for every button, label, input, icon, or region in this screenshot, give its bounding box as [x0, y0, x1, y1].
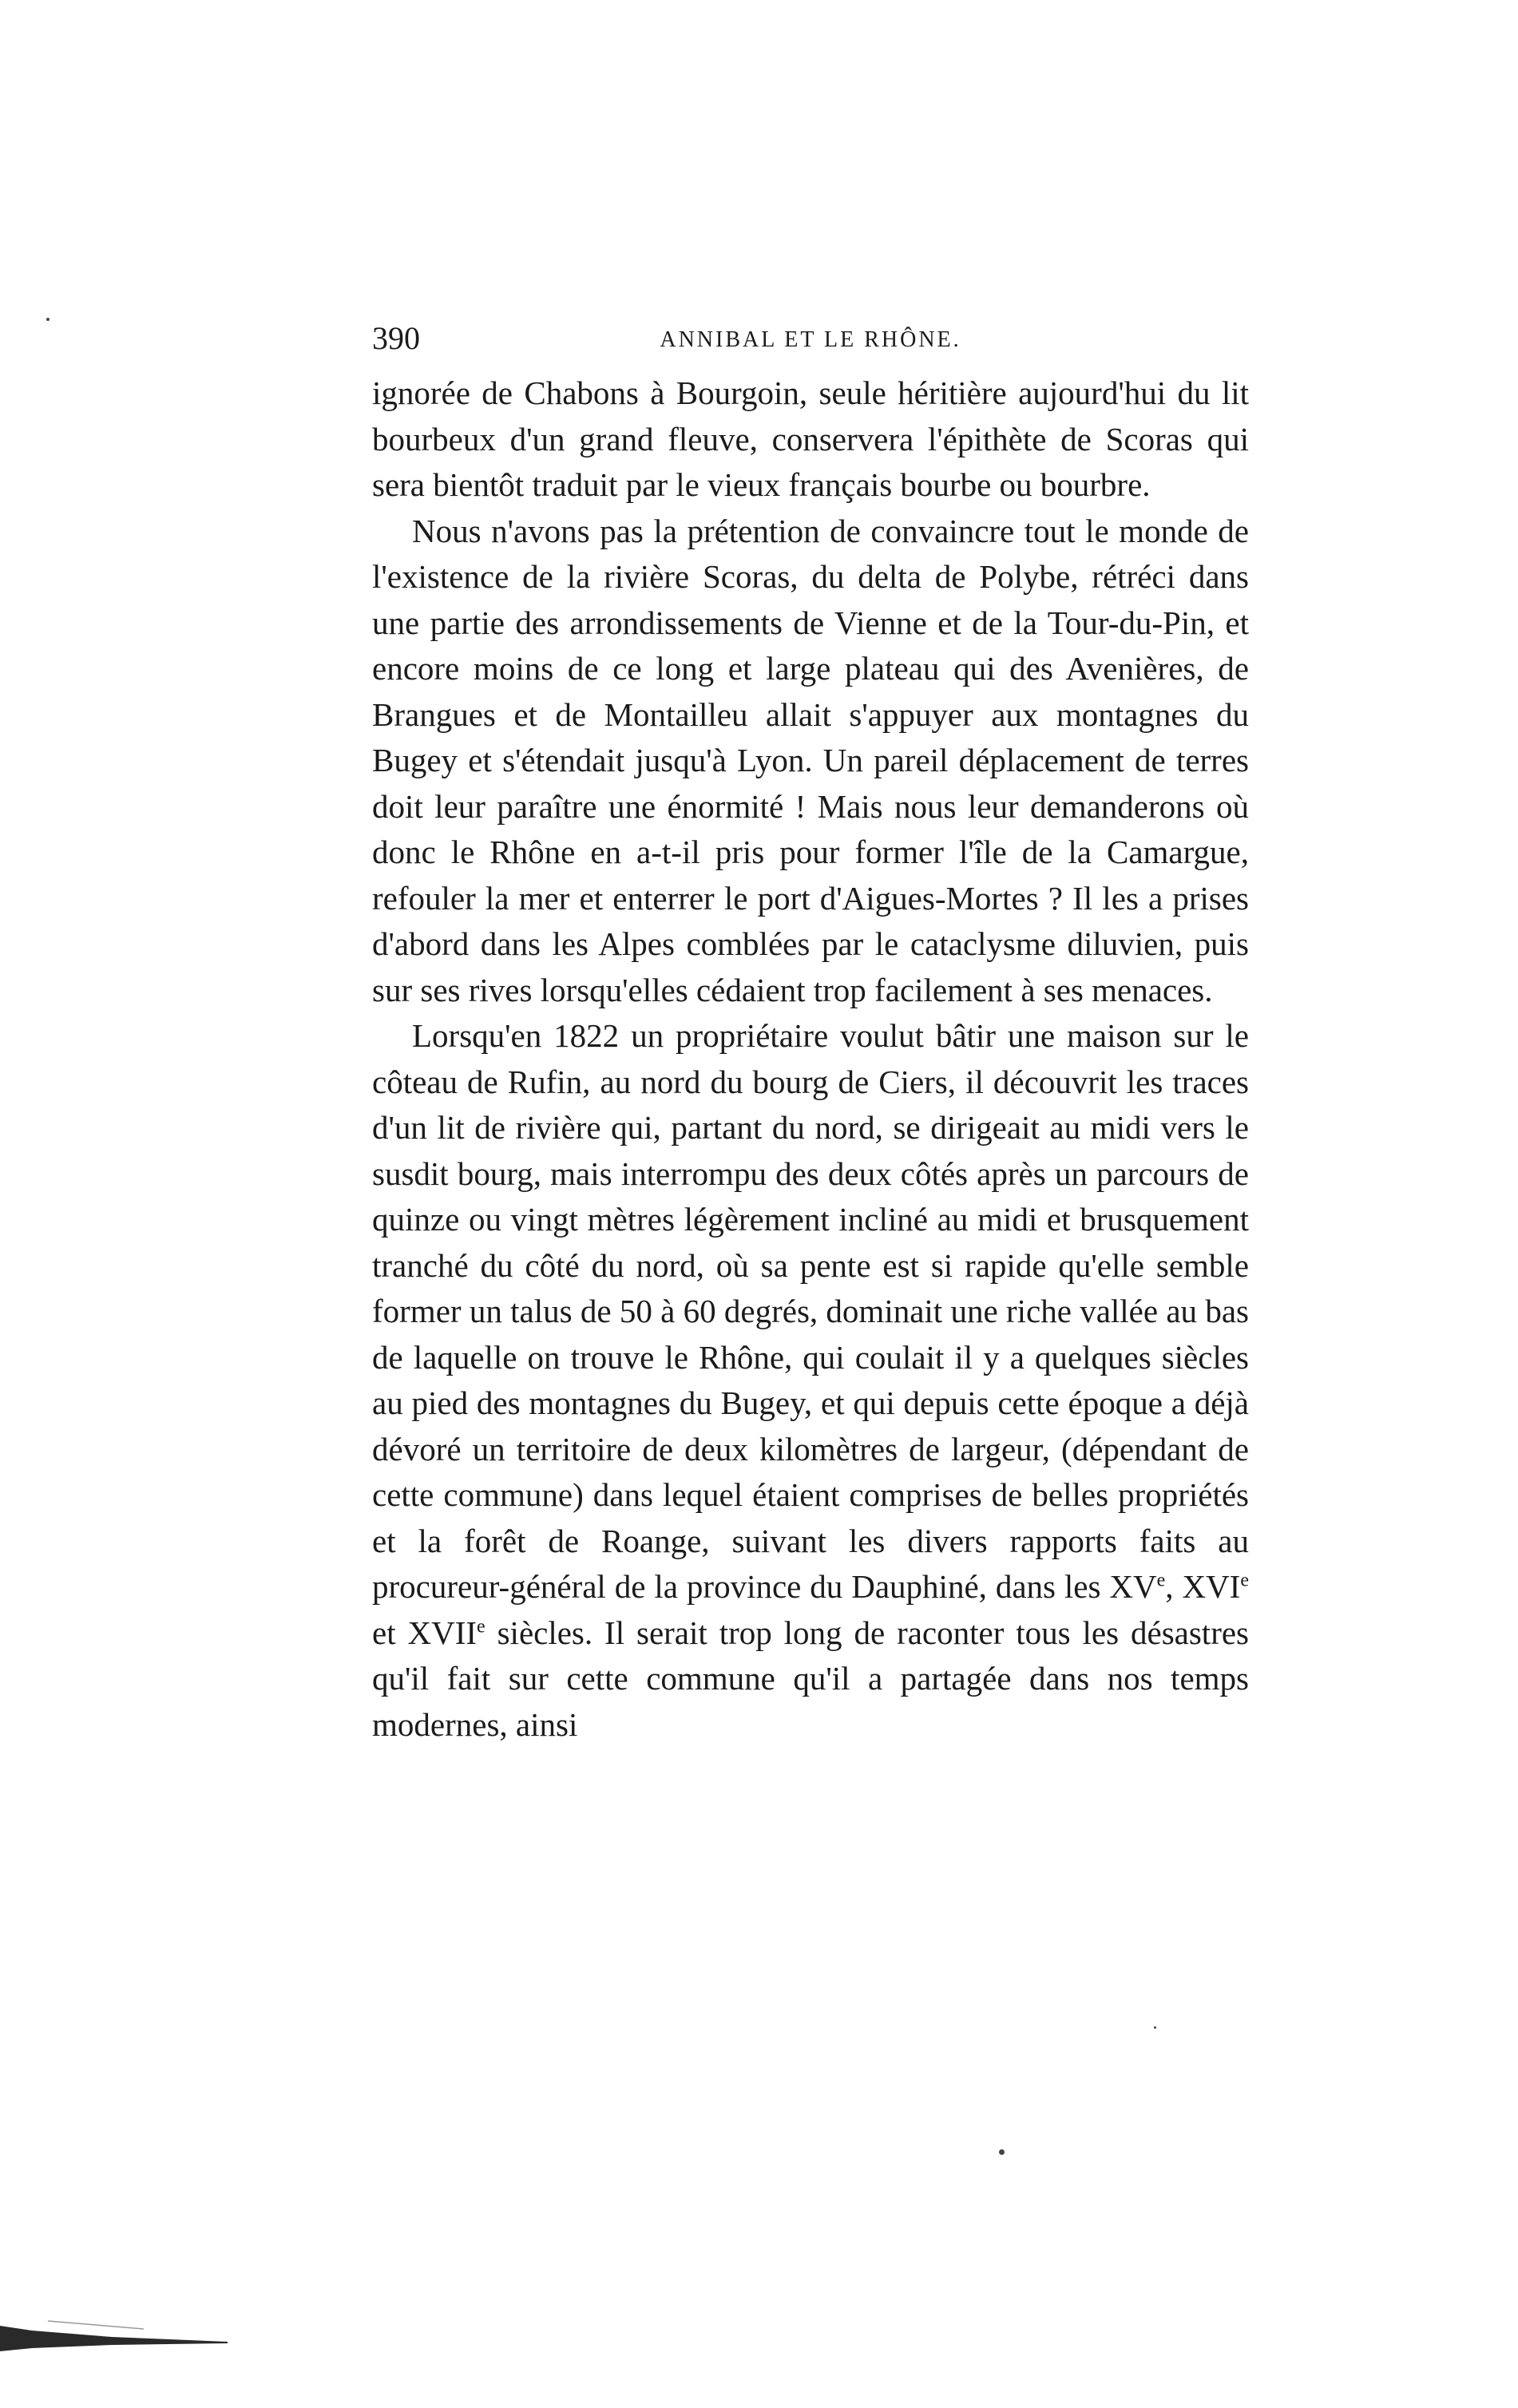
scan-speck: [46, 318, 50, 321]
scan-smudge: [0, 2319, 228, 2351]
paragraph-3-text-d: siècles. Il serait trop long de raconter tous les désastres qu'il fait sur cette commune qu'il a partagée dans nos temps modernes, ainsi: [372, 1614, 1249, 1743]
body-text: [372, 370, 1249, 1748]
paragraph-3-text-a: Lorsqu'en 1822 un propriétaire voulut bâtir une maison sur le côteau de Rufin, au nord du bourg de Ciers, il découvrit les traces d'un lit de rivière qui, partant du nord, se dirigeait au midi vers le susdit bourg, mais interrompu des deux côtés après un parcours de quinze ou vingt mètres légèrement incliné au midi et brusquement tranché du côté du nord, où sa pente est si rapide qu'elle semble former un talus de 50 à 60 degrés, dominait une riche vallée au bas de laquelle on trouve le Rhône, qui coulait il y a quelques siècles au pied des montagnes du Bugey, et qui depuis cette époque a déjà dévoré un territoire de deux kilomètres de largeur, (dépendant de cette commune) dans lequel étaient comprises de belles propriétés et la forêt de Roange, suivant les divers rapports faits au procureur-général de la province du Dauphiné, dans les XV: [372, 1017, 1249, 1605]
paragraph-3-text-b: , XVI: [1165, 1568, 1241, 1605]
paragraph-2: Nous n'avons pas la prétention de convaincre tout le monde de l'existence de la rivière Scoras, du delta de Polybe, rétréci dans une partie des arrondissements de Vienne et de la Tour-du-Pin, et encore moins de ce long et large plateau qui des Avenières, de Brangues et de Montailleu allait s'appuyer aux montagnes du Bugey et s'étendait jusqu'à Lyon. Un pareil déplacement de terres doit leur paraître une énormité ! Mais nous leur demanderons où donc le Rhône en a-t-il pris pour former l'île de la Camargue, refouler la mer et enterrer le port d'Aigues-Mortes ? Il les a prises d'abord dans les Alpes comblées par le cataclysme diluvien, puis sur ses rives lorsqu'elles cédaient trop facilement à ses menaces.: [372, 512, 1249, 1008]
scan-speck: [1154, 2026, 1156, 2029]
paragraph-3-text-c: et XVII: [372, 1614, 478, 1651]
scan-speck: [999, 2149, 1005, 2155]
book-page: [372, 319, 1249, 1748]
century-superscript-2: e: [1240, 1570, 1249, 1591]
page-number: 390: [372, 320, 420, 356]
century-superscript-3: e: [477, 1615, 486, 1637]
century-superscript-1: e: [1156, 1570, 1166, 1591]
paragraph-1: ignorée de Chabons à Bourgoin, seule héritière aujourd'hui du lit bourbeux d'un grand fleuve, conservera l'épithète de Scoras qui sera bientôt traduit par le vieux français bourbe ou bourbre.: [372, 374, 1249, 503]
running-title: ANNIBAL ET LE RHÔNE.: [660, 327, 961, 352]
running-head: [372, 319, 1249, 370]
paragraph-3: [372, 1013, 1249, 1748]
